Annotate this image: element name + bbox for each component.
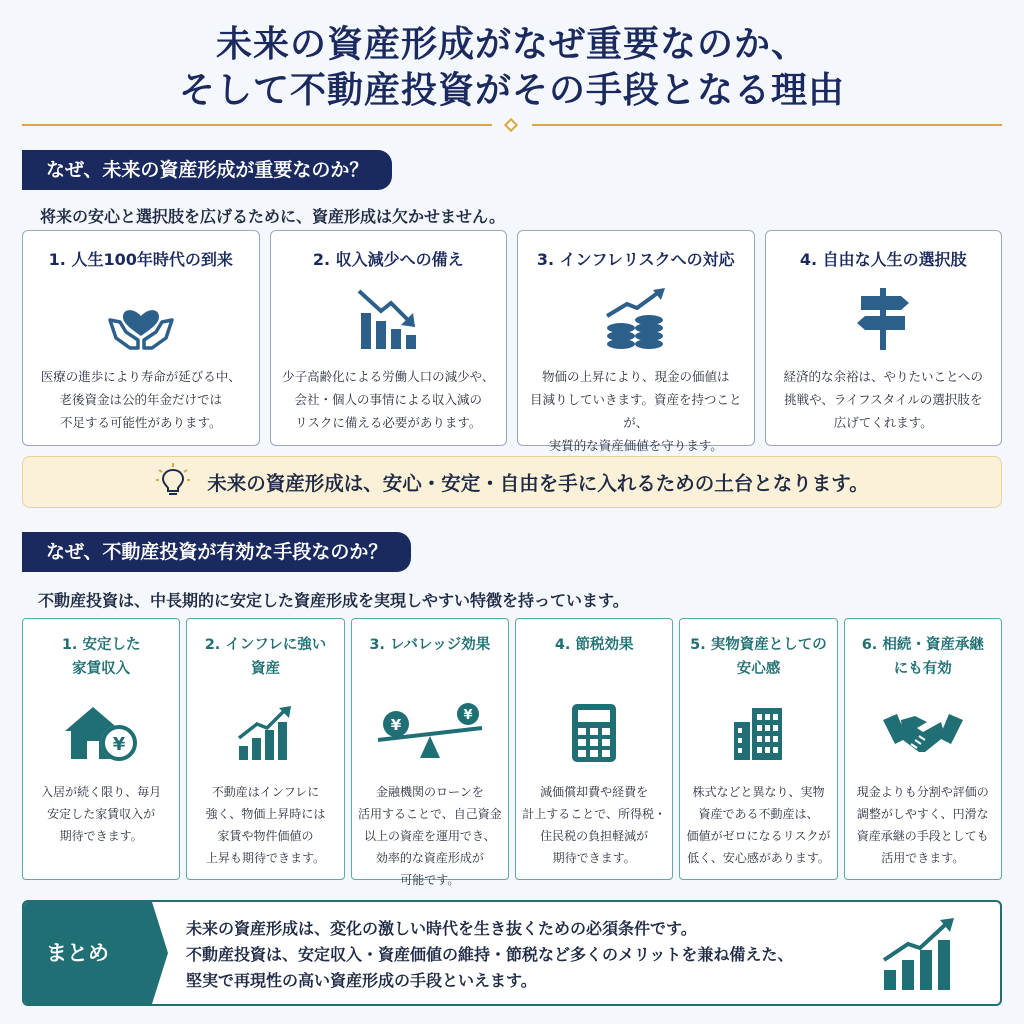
benefit-card-text: 調整がしやすく、円滑な	[856, 807, 989, 821]
benefit-card-title-line: 家賃収入	[72, 661, 131, 677]
title-line-1: 未来の資産形成がなぜ重要なのか、	[215, 24, 808, 65]
benefit-card-text: 上昇も期待できます。	[205, 851, 326, 865]
benefit-card-text: 安定した家賃収入が	[47, 807, 156, 821]
signpost-icon	[766, 273, 1002, 365]
benefit-card-text: 強く、物価上昇時には	[205, 807, 326, 821]
section2-cards	[22, 618, 1002, 887]
benefit-card-text: 活用することで、自己資金	[357, 807, 502, 821]
benefit-card-text: 活用できます。	[881, 851, 965, 865]
benefit-card-title-line: 安心感	[736, 661, 781, 677]
reason-card-title: 1. 人生100年時代の到来	[48, 250, 233, 269]
calculator-icon	[516, 685, 672, 781]
summary-tag-arrow	[152, 902, 168, 1004]
benefit-card-text: 期待できます。	[59, 829, 143, 843]
reason-card-title: 2. 収入減少への備え	[312, 250, 464, 269]
summary-line: 未来の資産形成は、変化の激しい時代を生き抜くための必須条件です。	[186, 919, 697, 938]
reason-card-text: 実質的な資産価値を守ります。	[548, 438, 723, 453]
benefit-card-text: 可能です。	[400, 873, 460, 887]
benefit-card-3	[351, 618, 509, 887]
benefit-card-title-line: 1. 安定した	[61, 637, 141, 653]
section1-heading: なぜ、未来の資産形成が重要なのか？	[22, 150, 392, 190]
benefit-card-text: 不動産はインフレに	[211, 785, 320, 799]
reason-card-text: 物価の上昇により、現金の価値は	[541, 369, 730, 384]
banner-text: 未来の資産形成は、安心・安定・自由を手に入れるための土台となります。	[207, 472, 869, 495]
reason-card-text: 経済的な余裕は、やりたいことへの	[783, 369, 983, 384]
reason-card-text: 老後資金は公的年金だけでは	[59, 392, 222, 407]
coins-rising-icon	[518, 273, 754, 365]
reason-card-3	[517, 230, 755, 453]
benefit-card-title-line: 4. 節税効果	[554, 637, 634, 653]
svg-text:¥: ¥	[463, 708, 473, 723]
benefit-card-title	[187, 633, 343, 685]
benefit-card-title	[516, 633, 672, 685]
svg-text:¥: ¥	[112, 734, 126, 755]
benefit-card-text: 住民税の負担軽減が	[540, 829, 649, 843]
house-yen-icon	[23, 685, 179, 781]
benefit-card-text: 計上することで、所得税・	[522, 807, 667, 821]
growth-bars-icon	[187, 685, 343, 781]
benefit-card-text: 株式などと異なり、実物	[692, 785, 825, 799]
handshake-icon	[845, 685, 1001, 781]
benefit-card-text: 資産承継の手段としても	[856, 829, 989, 843]
reason-card-text: リスクに備える必要があります。	[295, 415, 482, 430]
summary-line: 堅実で再現性の高い資産形成の手段といえます。	[186, 971, 537, 990]
reason-card-4	[765, 230, 1003, 446]
summary-text	[186, 916, 793, 994]
reason-card-text: 少子高齢化による労働人口の減少や、	[282, 369, 495, 384]
benefit-card-2	[186, 618, 344, 880]
benefit-card-title	[845, 633, 1001, 685]
benefit-card-text: 減価償却費や経費を	[540, 785, 649, 799]
seesaw-yen-icon	[352, 685, 508, 781]
declining-bars-icon	[271, 273, 507, 365]
benefit-card-1	[22, 618, 180, 880]
section1-cards	[22, 230, 1002, 453]
benefit-card-title-line: にも有効	[893, 661, 952, 677]
benefit-card-text: 効率的な資産形成が	[375, 851, 484, 865]
reason-card-text: 不足する可能性があります。	[59, 415, 222, 430]
lightbulb-icon	[155, 462, 191, 503]
page-title	[0, 22, 1024, 114]
summary-tag: まとめ	[24, 902, 152, 1004]
diamond-ornament-icon	[504, 118, 518, 132]
benefit-card-text: 以上の資産を運用でき、	[364, 829, 496, 843]
benefit-card-text: 入居が続く限り、毎月	[41, 785, 162, 799]
benefit-card-text: 資産である不動産は、	[698, 807, 819, 821]
benefit-card-title-line: 5. 実物資産としての	[690, 637, 827, 653]
benefit-card-title	[352, 633, 508, 685]
heart-hands-icon	[23, 273, 259, 365]
benefit-card-title-line: 6. 相続・資産承継	[861, 637, 984, 653]
benefit-card-6	[844, 618, 1002, 880]
reason-card-title: 3. インフレリスクへの対応	[536, 250, 735, 269]
svg-text:¥: ¥	[390, 716, 402, 734]
reason-card-2	[270, 230, 508, 446]
benefit-card-text: 期待できます。	[552, 851, 636, 865]
title-line-2: そして不動産投資がその手段となる理由	[178, 70, 845, 111]
benefit-card-title	[680, 633, 836, 685]
key-message-banner	[22, 456, 1002, 508]
benefit-card-title	[23, 633, 179, 685]
benefit-card-title-line: 3. レバレッジ効果	[369, 637, 491, 653]
reason-card-text: 会社・個人の事情による収入減の	[294, 392, 482, 407]
reason-card-text: 医療の進歩により寿命が延びる中、	[40, 369, 241, 384]
benefit-card-text: 現金よりも分割や評価の	[856, 785, 989, 799]
summary-line: 不動産投資は、安定収入・資産価値の維持・節税など多くのメリットを兼ね備えた、	[186, 945, 794, 964]
reason-card-1	[22, 230, 260, 446]
benefit-card-text: 価値がゼロになるリスクが	[686, 829, 831, 843]
building-icon	[680, 685, 836, 781]
benefit-card-text: 家賃や物件価値の	[217, 829, 314, 843]
benefit-card-text: 金融機関のローンを	[375, 785, 484, 799]
reason-card-title: 4. 自由な人生の選択肢	[799, 250, 967, 269]
summary-box	[22, 900, 1002, 1006]
section2-subtitle: 不動産投資は、中長期的に安定した資産形成を実現しやすい特徴を持っています。	[38, 591, 629, 610]
benefit-card-5	[679, 618, 837, 880]
section2-heading: なぜ、不動産投資が有効な手段なのか？	[22, 532, 411, 572]
benefit-card-4	[515, 618, 673, 880]
reason-card-text: 広げてくれます。	[833, 415, 933, 430]
section1-subtitle: 将来の安心と選択肢を広げるために、資産形成は欠かせません。	[40, 207, 505, 226]
benefit-card-text: 低く、安心感があります。	[687, 851, 830, 865]
benefit-card-title-line: 資産	[250, 661, 280, 677]
reason-card-text: 目減りしていきます。資産を持つことが、	[529, 392, 742, 430]
growth-chart-icon	[880, 916, 960, 996]
benefit-card-title-line: 2. インフレに強い	[204, 637, 327, 653]
reason-card-text: 挑戦や、ライフスタイルの選択肢を	[784, 392, 983, 407]
title-divider	[22, 120, 1002, 130]
